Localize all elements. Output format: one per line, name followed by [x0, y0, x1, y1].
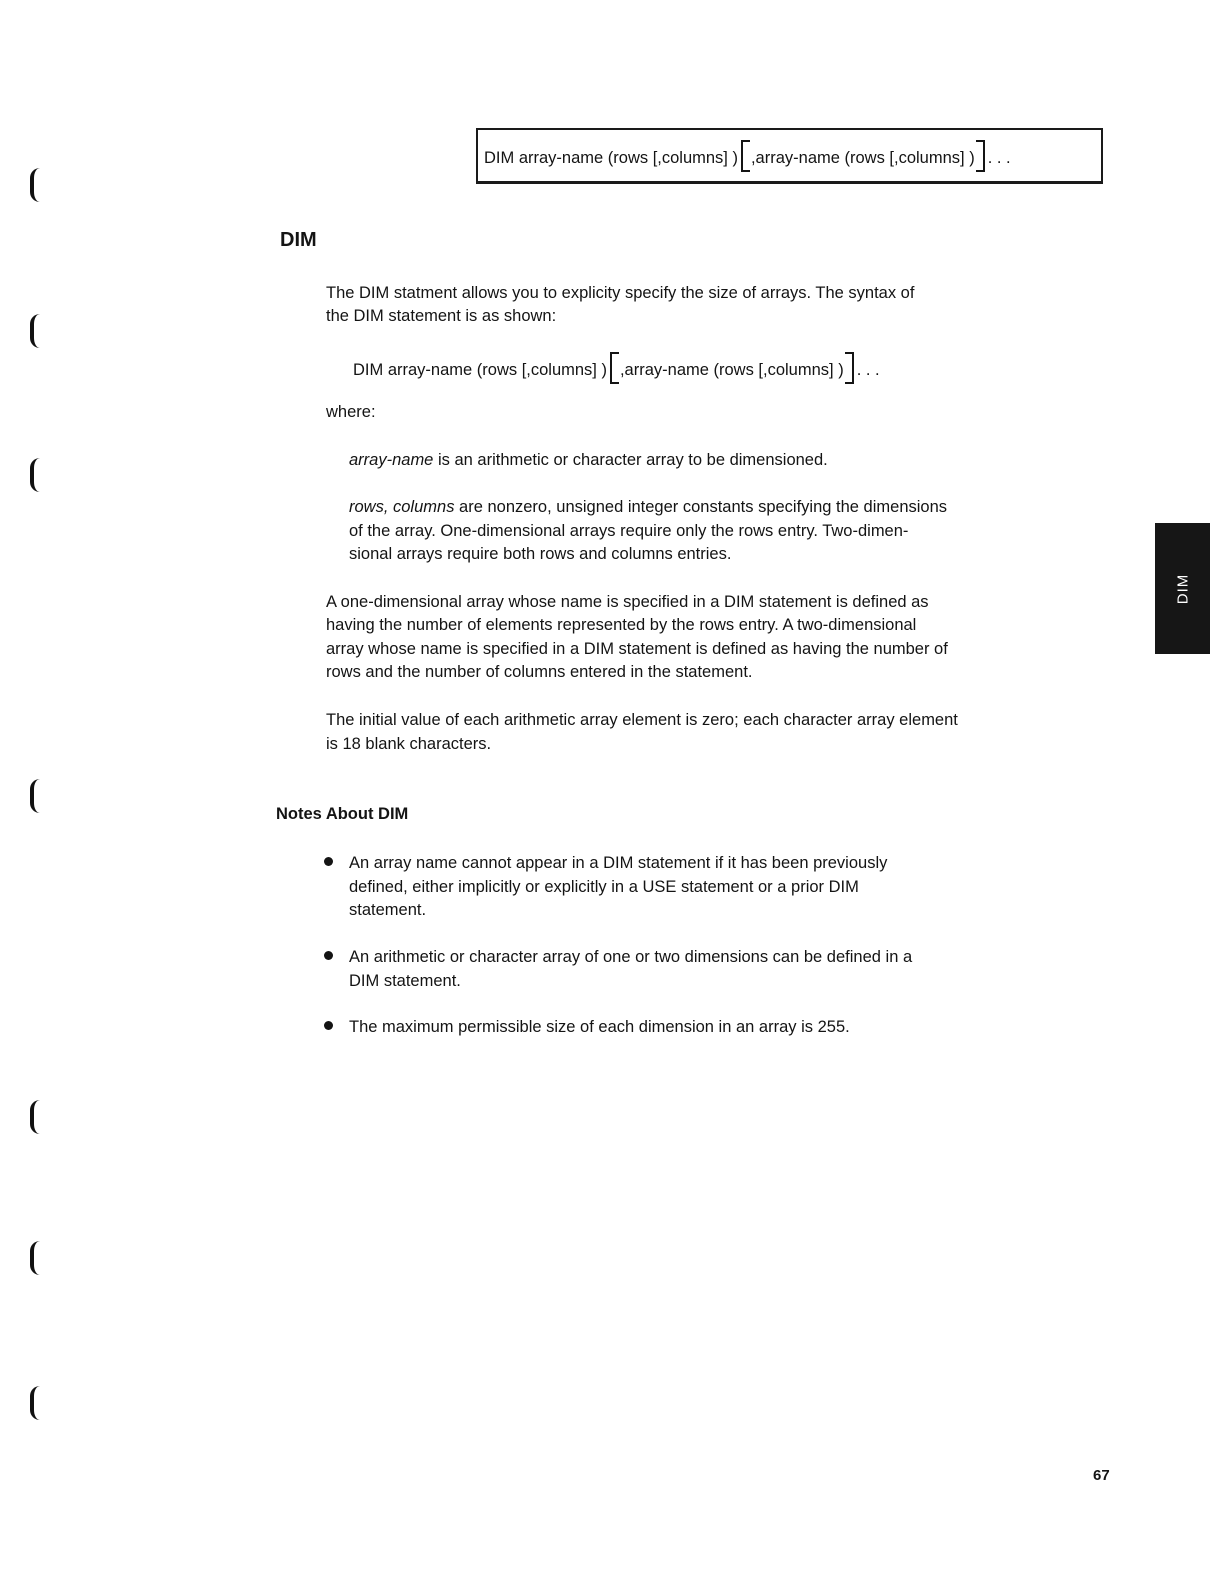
note-line: DIM statement. — [349, 972, 461, 990]
page-number: 67 — [1093, 1467, 1110, 1484]
syntax-inline-ellipsis: . . . — [856, 360, 880, 379]
definition-text: is an arithmetic or character array to be dimensioned. — [437, 451, 828, 469]
left-bracket — [610, 352, 619, 384]
intro-line-1: The DIM statment allows you to explicity specify the size of arrays. The syntax of — [326, 284, 915, 302]
definition-term: array-name — [349, 451, 434, 469]
note-line: The maximum permissible size of each dimension in an array is 255. — [349, 1018, 850, 1036]
syntax-inline-part1: DIM array-name (rows [,columns] ) — [353, 360, 607, 379]
binding-mark — [30, 168, 40, 202]
definition-text: are nonzero, unsigned integer constants specifying the dimensions — [459, 498, 948, 516]
syntax-inline-part2: ,array-name (rows [,columns] ) — [619, 360, 844, 379]
binding-mark — [30, 458, 40, 492]
bullet-icon — [324, 1021, 333, 1030]
note-line: An array name cannot appear in a DIM statement if it has been previously — [349, 854, 888, 872]
syntax-box-ellipsis: . . . — [987, 148, 1011, 167]
section-heading: DIM — [280, 229, 317, 251]
note-line: statement. — [349, 901, 427, 919]
syntax-box-line — [484, 142, 1011, 174]
note-line: defined, either implicitly or explicitly in a USE statement or a prior DIM — [349, 878, 859, 896]
paragraph-line: A one-dimensional array whose name is specified in a DIM statement is defined as — [326, 593, 929, 611]
definition-array-name — [349, 449, 828, 473]
notes-heading: Notes About DIM — [276, 805, 409, 823]
definition-text: sional arrays require both rows and columns entries. — [349, 545, 732, 563]
syntax-box-part2: ,array-name (rows [,columns] ) — [750, 148, 975, 167]
definition-text: of the array. One-dimensional arrays require only the rows entry. Two-dimen- — [349, 522, 909, 540]
bullet-icon — [324, 951, 333, 960]
binding-mark — [30, 1100, 40, 1134]
paragraph-line: having the number of elements represented by the rows entry. A two-dimensional — [326, 616, 917, 634]
intro-line-2: the DIM statement is as shown: — [326, 307, 557, 325]
right-bracket — [845, 352, 854, 384]
binding-mark — [30, 779, 40, 813]
definition-rows-columns — [349, 496, 947, 520]
paragraph-line: The initial value of each arithmetic array element is zero; each character array element — [326, 711, 958, 729]
left-bracket — [741, 140, 750, 172]
definition-term: rows, columns — [349, 498, 455, 516]
syntax-inline — [353, 354, 880, 386]
bullet-icon — [324, 857, 333, 866]
paragraph-line: array whose name is specified in a DIM statement is defined as having the number of — [326, 640, 948, 658]
section-tab-label: DIM — [1174, 573, 1191, 604]
binding-mark — [30, 1241, 40, 1275]
note-line: An arithmetic or character array of one or two dimensions can be defined in a — [349, 948, 913, 966]
syntax-box — [476, 128, 1103, 184]
binding-mark — [30, 1386, 40, 1420]
section-tab — [1155, 523, 1210, 654]
syntax-box-part1: DIM array-name (rows [,columns] ) — [484, 148, 738, 167]
where-label: where: — [326, 403, 376, 421]
binding-mark — [30, 314, 40, 348]
paragraph-line: is 18 blank characters. — [326, 735, 492, 753]
right-bracket — [976, 140, 985, 172]
paragraph-line: rows and the number of columns entered in the statement. — [326, 663, 753, 681]
